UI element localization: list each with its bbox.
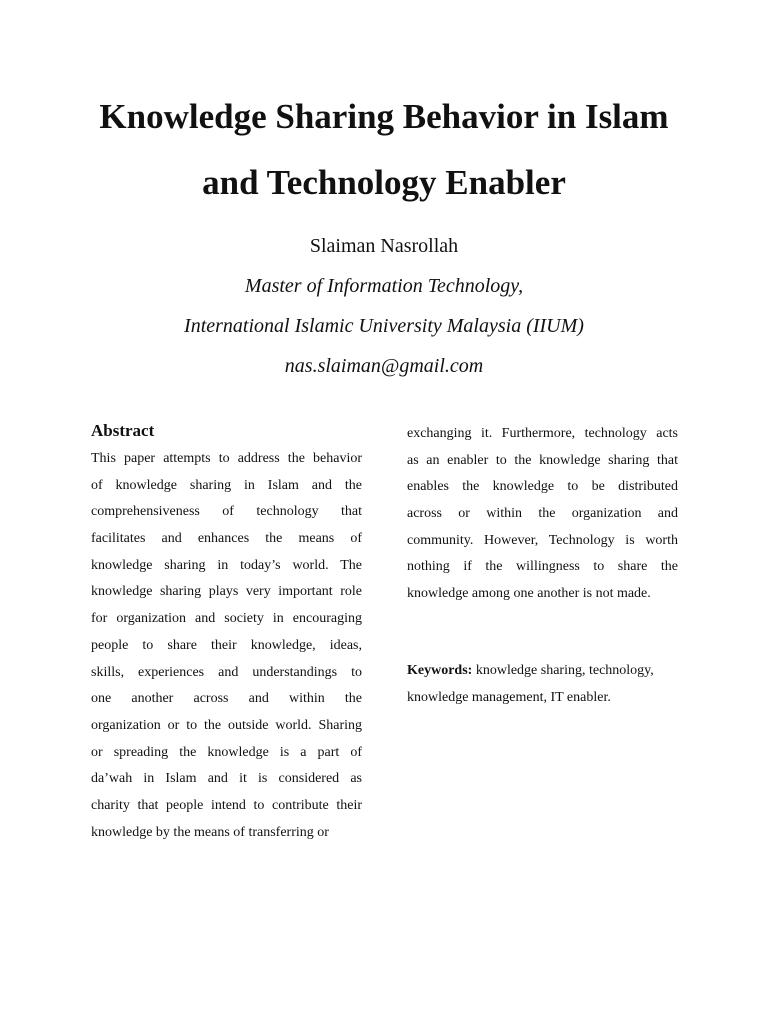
abstract-line: community. However, Technology is worth [407,532,678,548]
paper-title [0,84,768,216]
abstract-line: of knowledge sharing in Islam and the [91,477,362,493]
abstract-line: organization or to the outside world. Sharing [91,717,362,733]
abstract-line: facilitates and enhances the means of [91,531,362,547]
abstract-line: charity that people intend to contribute their [91,797,362,813]
keywords-text-1: knowledge sharing, technology, [472,663,654,678]
abstract-right-column [407,421,678,608]
author-degree: Master of Information Technology, [244,275,524,297]
author-email: nas.slaiman@gmail.com [284,355,484,377]
keywords-block [407,657,678,711]
abstract-left-column [91,418,362,846]
abstract-line: as an enabler to the knowledge sharing that [407,452,678,468]
abstract-line: exchanging it. Furthermore, technology acts [407,426,678,441]
abstract-line: across or within the organization and [407,506,678,522]
abstract-line: or spreading the knowledge is a part of [91,744,362,760]
abstract-line: skills, experiences and understandings to [91,664,362,680]
paper-title-line-1: Knowledge Sharing Behavior in Islam [99,97,669,136]
abstract-line: knowledge sharing plays very important role [91,584,362,600]
author-block [0,226,768,386]
abstract-line: enables the knowledge to be distributed [407,479,678,495]
abstract-line: da’wah in Islam and it is considered as [91,771,362,787]
keywords-label: Keywords: [407,663,473,678]
abstract-line: one another across and within the [91,691,362,707]
abstract-line: comprehensiveness of technology that [91,504,362,520]
abstract-line: nothing if the willingness to share the [407,559,678,575]
abstract-line: knowledge among one another is not made. [407,586,651,602]
abstract-line: This paper attempts to address the behavior [91,451,362,466]
abstract-heading: Abstract [91,421,155,440]
abstract-line: for organization and society in encouraging [91,611,362,627]
abstract-line: people to share their knowledge, ideas, [91,637,362,653]
keywords-line-1 [407,657,678,684]
abstract-line: knowledge by the means of transferring or [91,824,329,840]
keywords-line-2: knowledge management, IT enabler. [407,690,611,705]
author-name: Slaiman Nasrollah [309,235,459,257]
paper-title-line-2: and Technology Enabler [202,163,566,202]
abstract-line: knowledge sharing in today’s world. The [91,557,362,573]
author-affiliation: International Islamic University Malaysia (IIUM) [184,315,584,337]
